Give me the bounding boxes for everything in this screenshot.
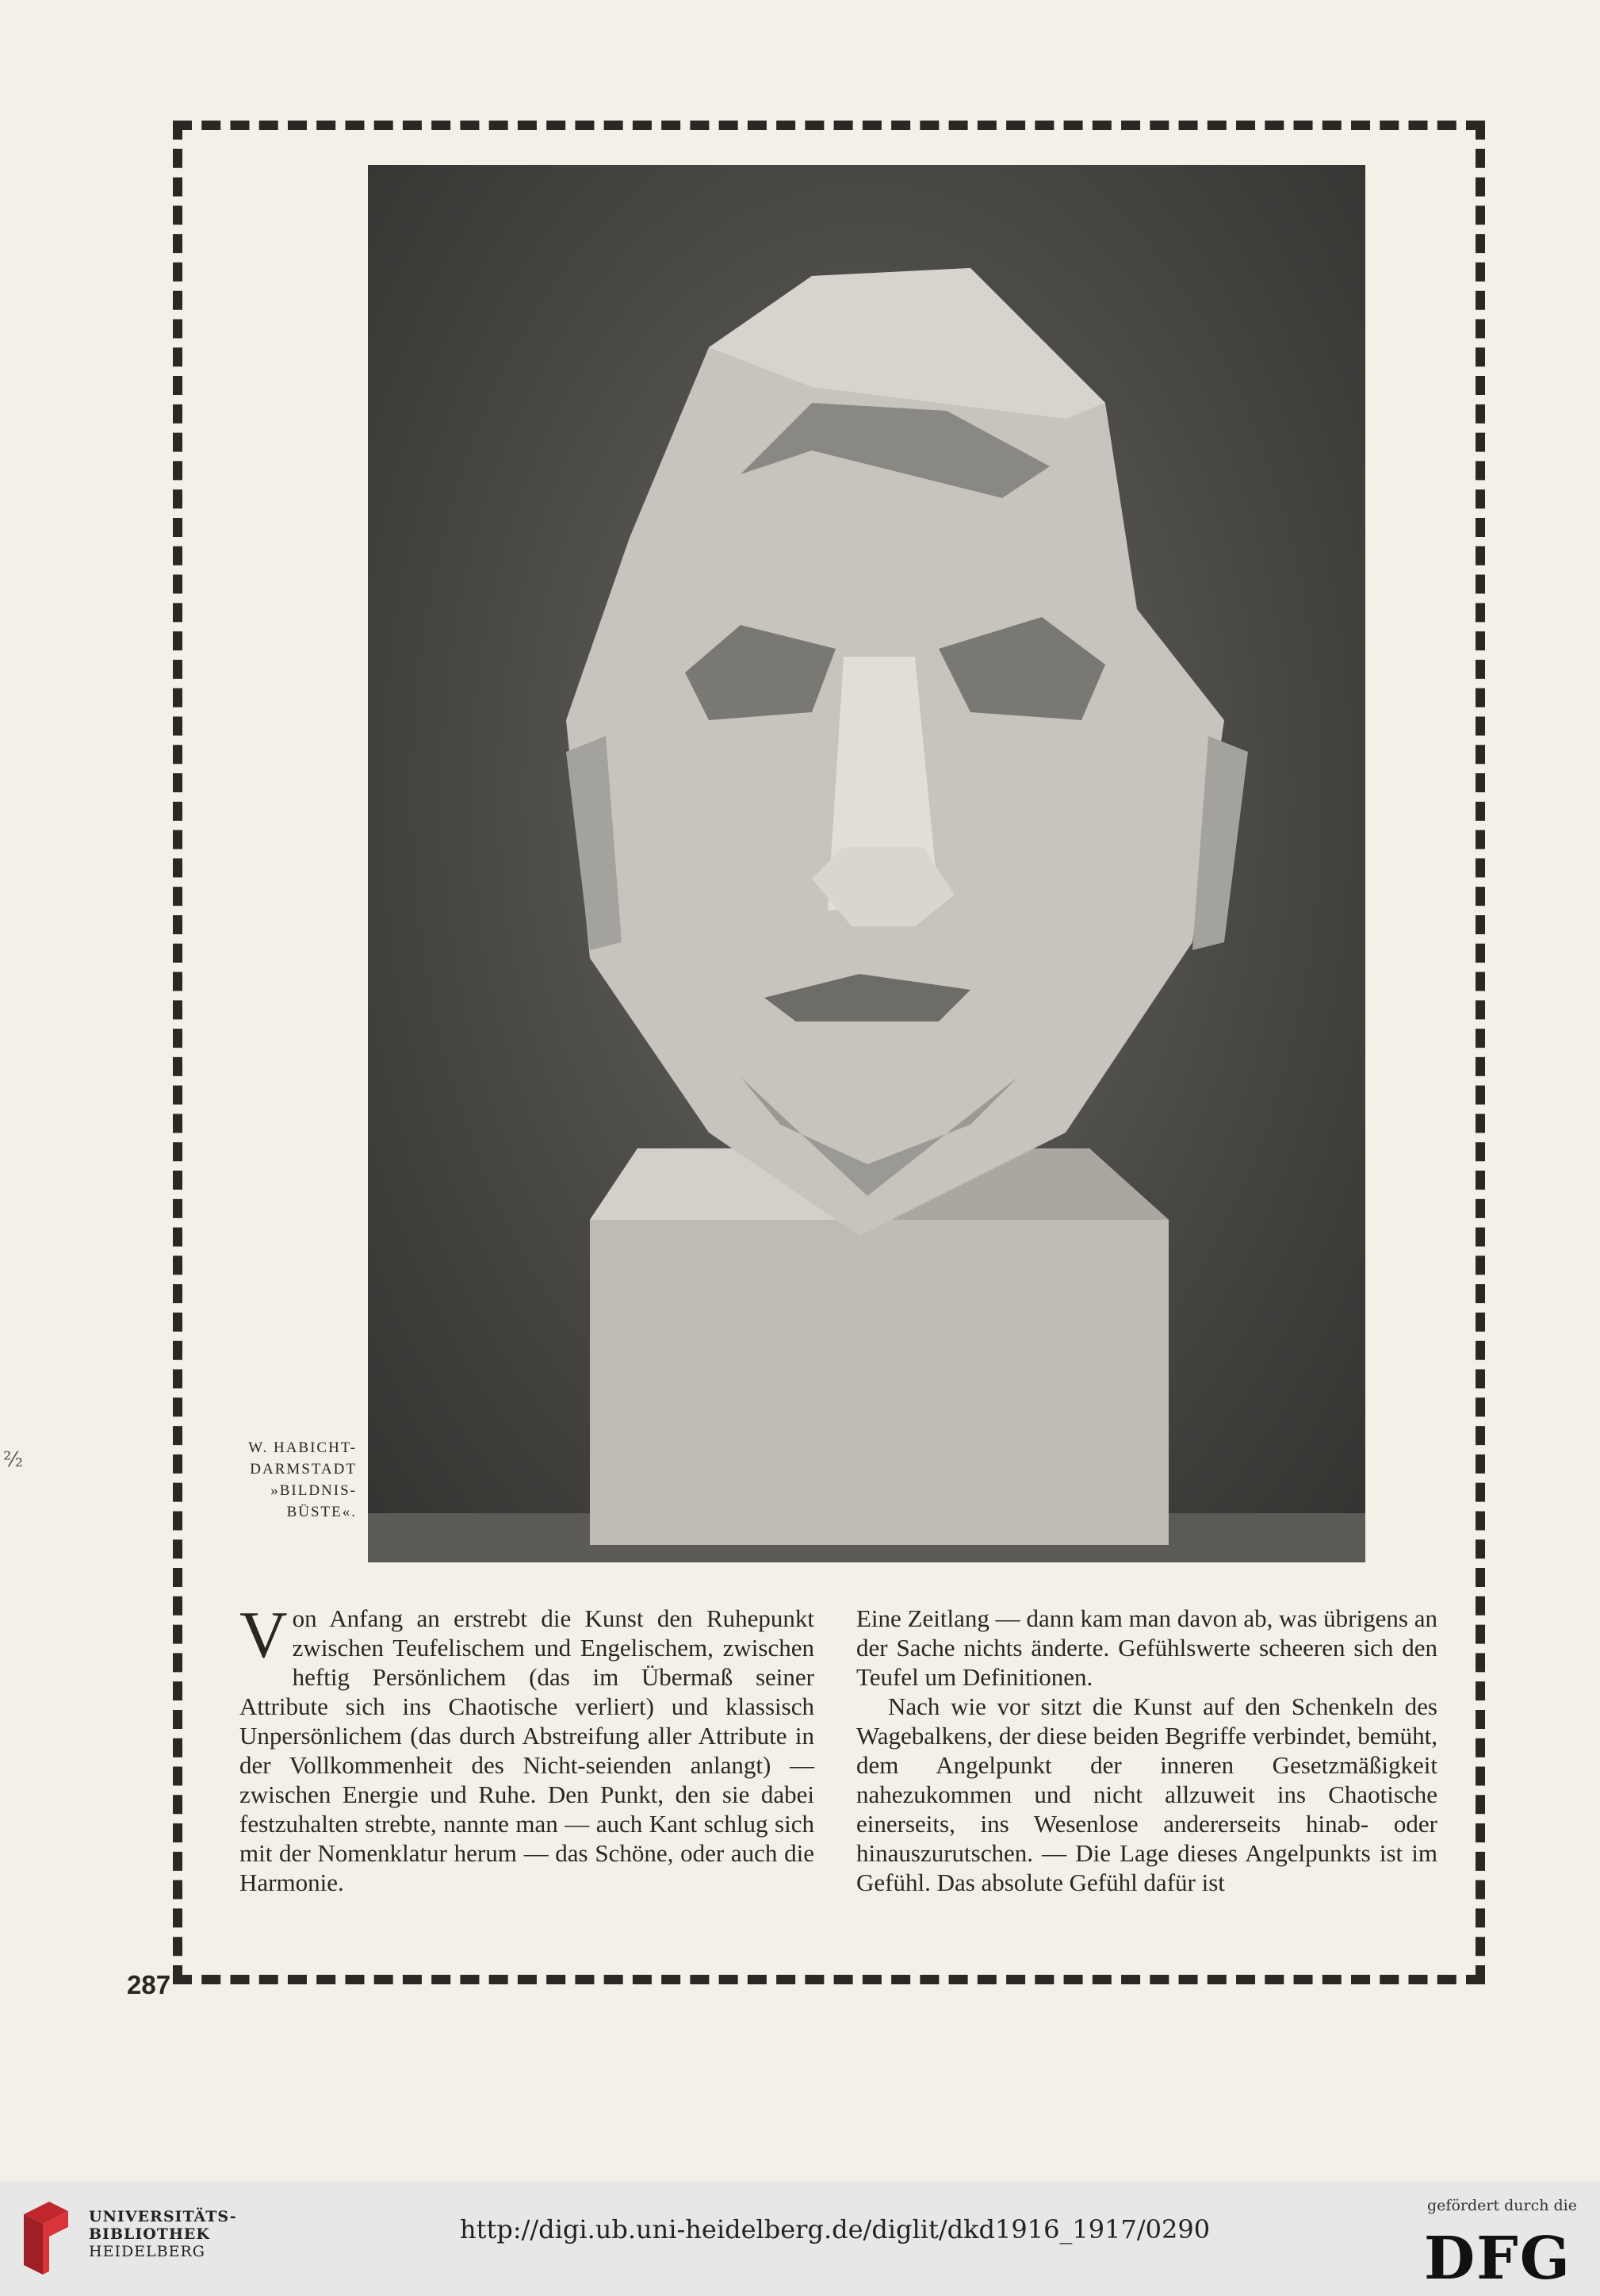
page-number: 287 bbox=[127, 1970, 171, 1999]
dfg-logo-icon[interactable]: DFG bbox=[1424, 2225, 1571, 2293]
library-name[interactable] bbox=[89, 2208, 237, 2260]
caption-line: »BILDNIS- bbox=[270, 1482, 357, 1499]
caption-line: BÜSTE«. bbox=[286, 1504, 357, 1520]
paragraph: on Anfang an erstrebt die Kunst den Ruhepunkt zwischen Teufelischem und Engelischem, zwischen heftig Persönlichem (das im Übermaß seiner Attribute sich ins Chaotische verliert) und klassisch Unpersönlichem (das durch Abstreifung aller Attribute in der Vollkommenheit des Nicht-seienden anlangt) — zwischen Energie und Ruhe. Den Punkt, den sie dabei festzuhalten strebte, nannte man — auch Kant schlug sich mit der Nomenklatur herum — das Schöne, oder auch die Harmonie. bbox=[239, 1604, 814, 1896]
ub-heidelberg-logo-icon[interactable] bbox=[17, 2198, 75, 2278]
caption-line: DARMSTADT bbox=[250, 1461, 357, 1478]
margin-mark: ²⁄₂ bbox=[3, 1448, 24, 1472]
permalink-url[interactable]: http://digi.ub.uni-heidelberg.de/diglit/dkd1916_1917/0290 bbox=[460, 2214, 1211, 2244]
library-name-line: UNIVERSITÄTS- bbox=[89, 2208, 237, 2225]
library-name-line: HEIDELBERG bbox=[89, 2243, 205, 2260]
photo-caption bbox=[214, 1437, 357, 1523]
paragraph: Eine Zeitlang — dann kam man davon ab, was übrigens an der Sache nichts änderte. Gefühlswerte scheeren sich den Teufel um Definitionen. bbox=[856, 1604, 1437, 1691]
text-column-right bbox=[856, 1604, 1437, 1897]
drop-cap: V bbox=[239, 1598, 288, 1672]
bust-photograph bbox=[368, 165, 1365, 1562]
funded-by-text: gefördert durch die bbox=[1427, 2197, 1578, 2214]
paragraph: Nach wie vor sitzt die Kunst auf den Schenkeln des Wagebalkens, der diese beiden Begriffe verbindet, bemüht, dem Angelpunkt der inneren Gesetzmäßigkeit nahezukommen und nicht allzuweit ins Chaotische einerseits, ins Wesenlose andererseits hinab- oder hinauszurutschen. — Die Lage dieses Angelpunkts ist im Gefühl. Das absolute Gefühl dafür ist bbox=[856, 1692, 1437, 1896]
caption-line: W. HABICHT- bbox=[248, 1439, 357, 1456]
text-column-left bbox=[239, 1598, 814, 1897]
library-name-line: BIBLIOTHEK bbox=[89, 2225, 210, 2243]
